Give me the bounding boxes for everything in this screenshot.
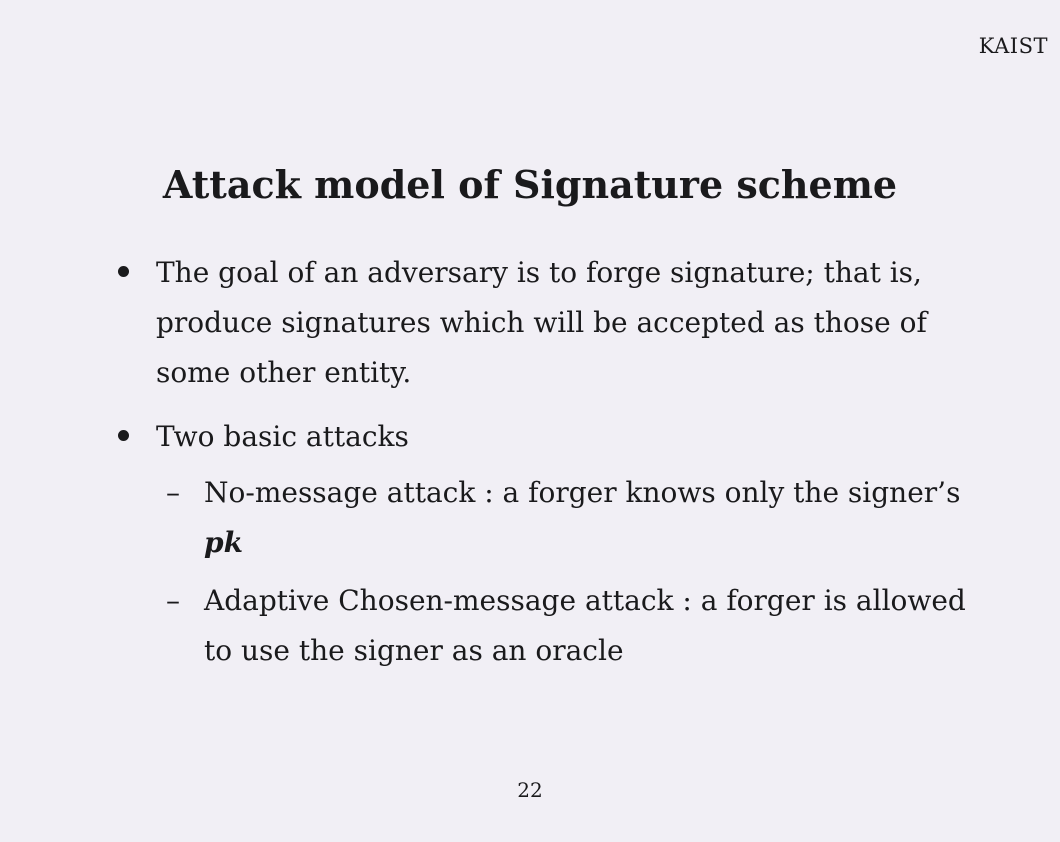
- public-key-term: pk: [204, 526, 243, 559]
- dash-icon: –: [166, 476, 180, 509]
- bullet-text: The goal of an adversary is to forge signature; that is, produce signatures which will be accepted as those of some other entity.: [156, 256, 927, 389]
- dash-icon: –: [166, 584, 180, 617]
- bullet-list: [118, 248, 998, 690]
- sub-bullet-text: Adaptive Chosen-message attack : a forger is allowed to use the signer as an oracle: [204, 584, 966, 667]
- sub-bullet-list: [156, 468, 998, 676]
- institution-label: KAIST: [978, 34, 1048, 58]
- bullet-item-goal: [118, 248, 998, 398]
- sub-bullet-text: No-message attack : a forger knows only the signer’s: [204, 476, 961, 509]
- page-number: 22: [517, 778, 543, 802]
- bullet-text: Two basic attacks: [156, 420, 409, 453]
- sub-bullet-chosen-message: [156, 576, 998, 676]
- bullet-item-attacks: [118, 412, 998, 676]
- bullet-dot-icon: [118, 266, 129, 277]
- sub-bullet-no-message: [156, 468, 998, 568]
- bullet-dot-icon: [118, 430, 129, 441]
- slide-title: Attack model of Signature scheme: [162, 162, 898, 207]
